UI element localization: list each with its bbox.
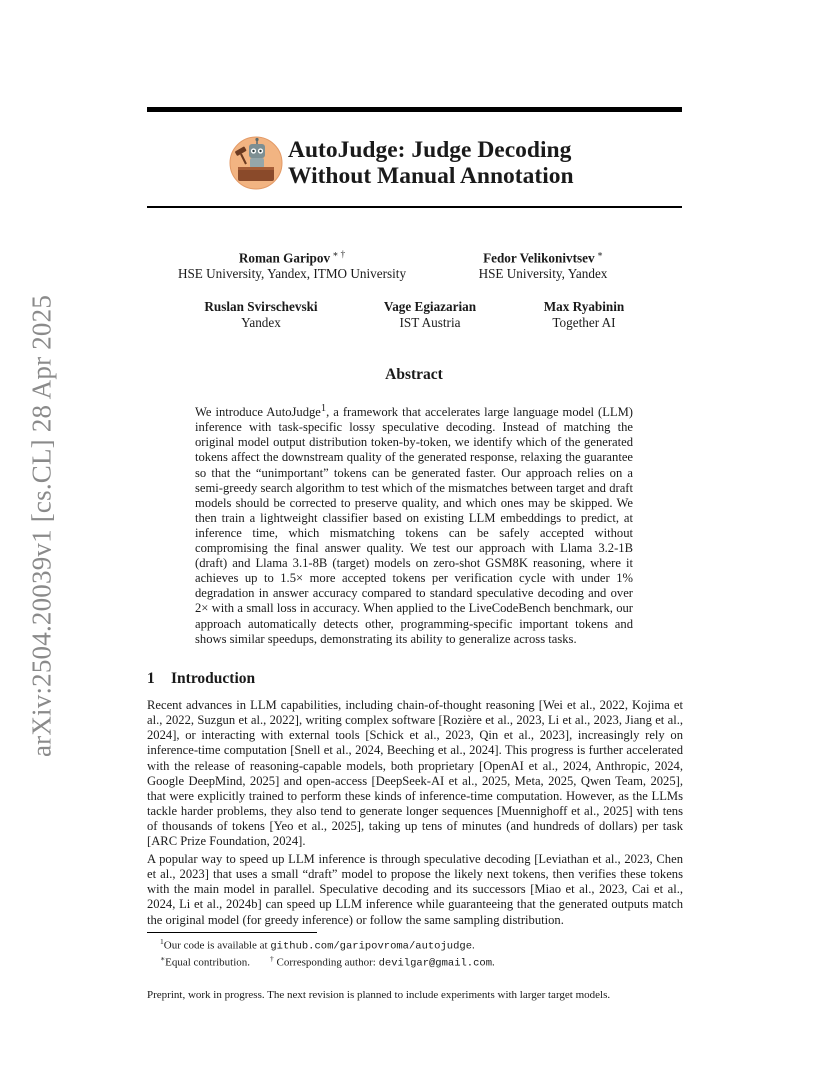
author-email[interactable]: devilgar@gmail.com (378, 957, 493, 970)
arxiv-identifier-stamp (22, 288, 62, 764)
title-rule-bottom (147, 206, 682, 208)
footnote-end: . (472, 939, 475, 952)
intro-paragraph-2: A popular way to speed up LLM inference is through speculative decoding [Leviathan et al., 2023, Chen et al., 2023] that uses a small “draft” model to propose the likely next tokens, then verifies these tokens with the main model in parallel. Speculative decoding and its successors [Miao et al., 2023, Cai et al., 2024, Li et al., 2024b] can speed up LLM inference while guaranteeing that the generated outputs match the original model (for greedy inference) or follow the same sampling distribution. (147, 852, 683, 927)
footnote-mark: † (270, 954, 274, 963)
author-affiliation: HSE University, Yandex (478, 266, 608, 282)
footnote-code-link (160, 935, 475, 954)
section-title: Introduction (171, 670, 256, 687)
footnote-text: Corresponding author: (273, 956, 379, 969)
author-block (462, 246, 624, 282)
footnote-contribution (160, 952, 495, 971)
code-repo-link[interactable]: github.com/garipovroma/autojudge (270, 940, 472, 953)
preprint-note: Preprint, work in progress. The next revision is planned to include experiments with larger target models. (147, 989, 611, 1001)
author-mark: ∗ † (330, 249, 346, 259)
author-mark: ∗ (594, 249, 603, 259)
author-name: Ruslan Svirschevski (204, 299, 318, 314)
author-name: Max Ryabinin (543, 299, 625, 314)
arxiv-stamp-text: arXiv:2504.20039v1 [cs.CL] 28 Apr 2025 (26, 294, 57, 758)
author-name: Roman Garipov (238, 250, 331, 266)
intro-paragraph-1: Recent advances in LLM capabilities, including chain-of-thought reasoning [Wei et al., 2022, Kojima et al., 2022, Suzgun et al., 2022], writing complex software [Rozière et al., 2023, Li et al., 2023, Jiang et al., 2024], or interacting with external tools [Schick et al., 2023, Qin et al., 2023], increasingly rely on inference-time computation [Snell et al., 2024, Beeching et al., 2024]. This progress is further accelerated with the release of reasoning-capable models, both proprietary [OpenAI et al., 2024, Anthropic, 2024, Google DeepMind, 2025] and open-access [DeepSeek-AI et al., 2025, Meta, 2025, Qwen Team, 2025], that were explicitly trained to perform these kinds of inference-time computation. However, as the LLMs tackle harder problems, they also tend to generate longer sequences [Muennighoff et al., 2025] with tens of thousands of tokens [Yeo et al., 2025], taking up tens of minutes (and hundreds of dollars) per task [ARC Prize Foundation, 2024]. (147, 698, 683, 849)
author-affiliation: IST Austria (399, 315, 461, 330)
abstract-text-rest: , a framework that accelerates large language model (LLM) inference with task-specific lossy speculative decoding. Instead of matching the original model output distribution token-by-token, we identify which of the generated tokens affect the downstream quality of the generated response, relaxing the guarantee so that the “unimportant” tokens can be generated faster. Our approach relies on a semi-greedy search algorithm to test which of the mismatches between target and draft models should be corrected to preserve quality, and which ones may be skipped. We then train a lightweight classifier based on existing LLM embeddings to predict, at inference time, which mismatching tokens can be safely accepted without compromising the final answer quality. We test our approach with Llama 3.2-1B (draft) and Llama 3.1-8B (target) models on zero-shot GSM8K reasoning, where it achieves up to 1.5× more accepted tokens per verification cycle with under 1% degradation in answer accuracy compared to standard speculative decoding and over 2× with a small loss in accuracy. When applied to the LiveCodeBench benchmark, our approach automatically detects other, programming-specific important tokens and shows similar speedups, demonstrating its ability to generalize across tasks. (195, 405, 634, 646)
author-name: Vage Egiazarian (383, 299, 477, 314)
footnote-text: Our code is available at (163, 939, 271, 952)
footnote-rule (147, 932, 317, 933)
footnote-text: Equal contribution. (165, 956, 251, 969)
author-affiliation: Together AI (552, 315, 616, 330)
section-number: 1 (147, 670, 155, 687)
author-affiliation: Yandex (241, 315, 281, 330)
paper-title (288, 137, 574, 189)
author-block (195, 299, 327, 331)
title-line-2: Without Manual Annotation (288, 163, 574, 189)
author-block (374, 299, 486, 331)
author-name: Fedor Velikonivtsev (483, 250, 595, 266)
footnote-mark: ∗ (160, 954, 166, 963)
abstract-heading: Abstract (385, 366, 443, 383)
title-line-1: AutoJudge: Judge Decoding (288, 137, 572, 163)
abstract-body (195, 401, 633, 647)
robot-judge-icon (229, 136, 283, 190)
footnote-end: . (492, 956, 495, 969)
author-block (534, 299, 634, 331)
author-affiliation: HSE University, Yandex, ITMO University (177, 266, 407, 282)
footnote-mark: 1 (160, 937, 164, 946)
title-rule-top (147, 107, 682, 112)
section-heading (147, 670, 255, 688)
footnote-marker: 1 (320, 403, 327, 414)
abstract-text-start: We introduce AutoJudge (195, 405, 321, 420)
author-block (174, 246, 410, 282)
